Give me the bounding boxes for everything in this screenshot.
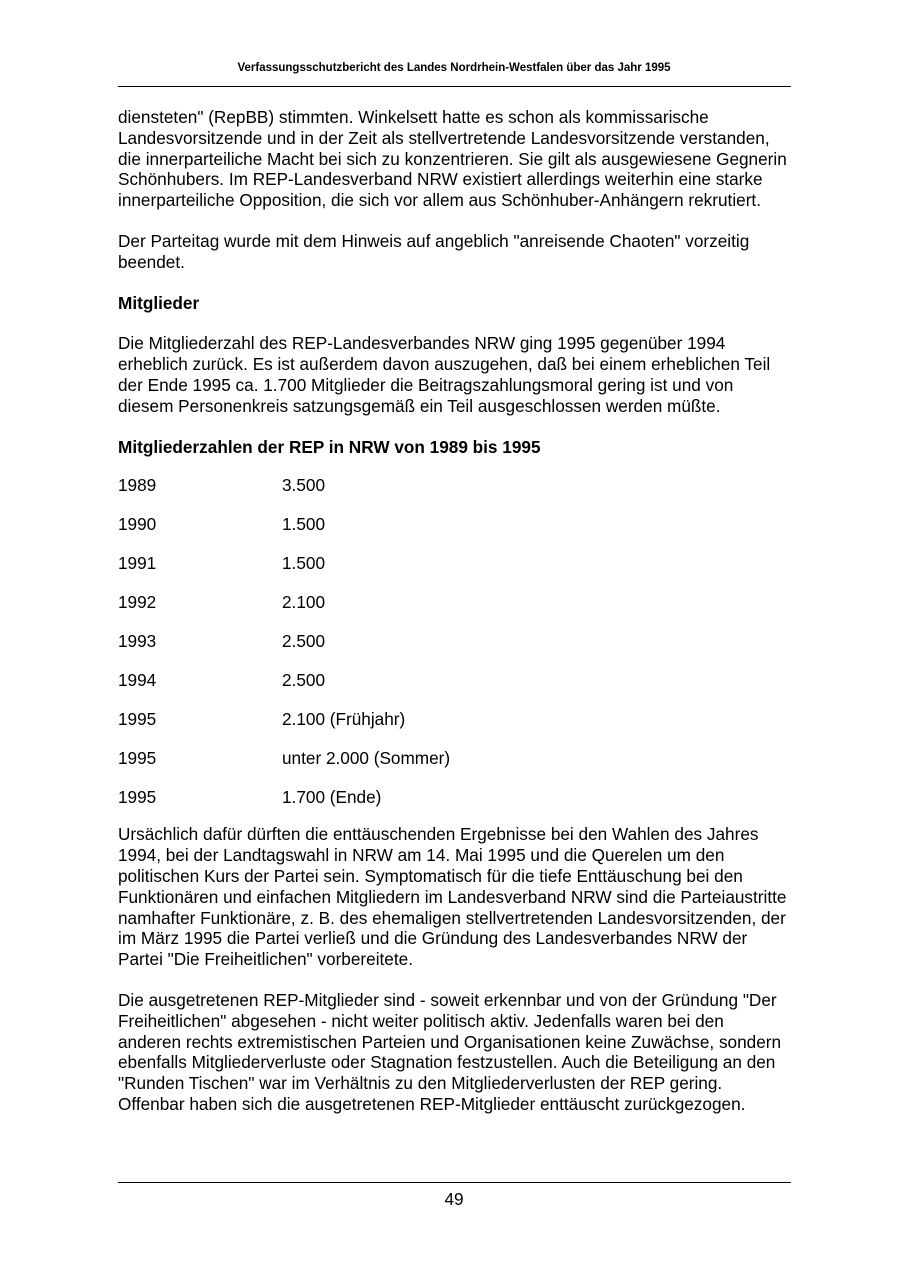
footer-rule <box>118 1182 791 1183</box>
year-cell: 1991 <box>118 553 157 574</box>
count-cell: 2.500 <box>282 631 326 652</box>
table-row <box>118 592 450 631</box>
membership-table <box>118 475 450 826</box>
year-cell: 1993 <box>118 631 157 652</box>
body-paragraph: diensteten" (RepBB) stimmten. Winkelsett hatte es schon als kommissarische Landesvorsitzende und in der Zeit als stellvertretende Landesvorsitzende verstanden, die innerparteiliche Macht bei sich zu konzentrieren. Sie gilt als ausgewiesene Gegnerin Schönhubers. Im REP-Landesverband NRW existiert allerdings weiterhin eine starke innerparteiliche Opposition, die sich vor allem aus Schönhuber-Anhängern rekrutiert. <box>118 107 787 211</box>
year-cell: 1992 <box>118 592 157 613</box>
page-header: Verfassungsschutzbericht des Landes Nordrhein-Westfalen über das Jahr 1995 <box>237 62 671 74</box>
body-paragraph: Ursächlich dafür dürften die enttäuschenden Ergebnisse bei den Wahlen des Jahres 1994, bei der Landtagswahl in NRW am 14. Mai 1995 und die Querelen um den politischen Kurs der Partei sein. Symptomatisch für die tiefe Enttäuschung bei den Funktionären und einfachen Mitgliedern im Landesverband NRW sind die Parteiaustritte namhafter Funktionäre, z. B. des ehemaligen stellvertretenden Landesvorsitzenden, der im März 1995 die Partei verließ und die Gründung des Landesverbandes NRW der Partei "Die Freiheitlichen" vorbereitete. <box>118 824 787 970</box>
header-rule <box>118 86 791 87</box>
year-cell: 1990 <box>118 514 157 535</box>
year-cell: 1995 <box>118 748 157 769</box>
count-cell: 1.500 <box>282 553 326 574</box>
table-row <box>118 709 450 748</box>
table-row <box>118 514 450 553</box>
page-number: 49 <box>444 1189 464 1209</box>
page-body <box>118 107 790 1115</box>
count-cell: 3.500 <box>282 475 326 496</box>
table-row <box>118 631 450 670</box>
year-cell: 1989 <box>118 475 157 496</box>
year-cell: 1995 <box>118 709 157 730</box>
body-paragraph: Der Parteitag wurde mit dem Hinweis auf angeblich "anreisende Chaoten" vorzeitig beendet. <box>118 230 750 272</box>
count-cell: 2.100 (Frühjahr) <box>282 709 406 730</box>
year-cell: 1994 <box>118 670 157 691</box>
table-row <box>118 670 450 709</box>
count-cell: 1.700 (Ende) <box>282 787 382 808</box>
table-row <box>118 553 450 592</box>
body-paragraph: Die Mitgliederzahl des REP-Landesverbandes NRW ging 1995 gegenüber 1994 erheblich zurück. Es ist außerdem davon auszugehen, daß bei einem erheblichen Teil der Ende 1995 ca. 1.700 Mitglieder die Beitragszahlungsmoral gering ist und von diesem Personenkreis satzungsgemäß ein Teil ausgeschlossen werden müßte. <box>118 333 771 416</box>
table-row <box>118 475 450 514</box>
year-cell: 1995 <box>118 787 157 808</box>
count-cell: 1.500 <box>282 514 326 535</box>
table-row <box>118 748 450 787</box>
count-cell: unter 2.000 (Sommer) <box>282 748 451 769</box>
section-heading: Mitglieder <box>118 292 200 313</box>
count-cell: 2.500 <box>282 670 326 691</box>
table-row <box>118 787 450 826</box>
body-paragraph: Die ausgetretenen REP-Mitglieder sind - soweit erkennbar und von der Gründung "Der Freiheitlichen" abgesehen - nicht weiter politisch aktiv. Jedenfalls waren bei den anderen rechts extremistischen Parteien und Organisationen keine Zuwächse, sondern ebenfalls Mitgliederverluste oder Stagnation festzustellen. Auch die Beteiligung an den "Runden Tischen" war im Verhältnis zu den Mitgliederverlusten der REP gering. Offenbar haben sich die ausgetretenen REP-Mitglieder enttäuscht zurückgezogen. <box>118 989 782 1114</box>
table-heading: Mitgliederzahlen der REP in NRW von 1989 bis 1995 <box>118 436 541 457</box>
count-cell: 2.100 <box>282 592 326 613</box>
